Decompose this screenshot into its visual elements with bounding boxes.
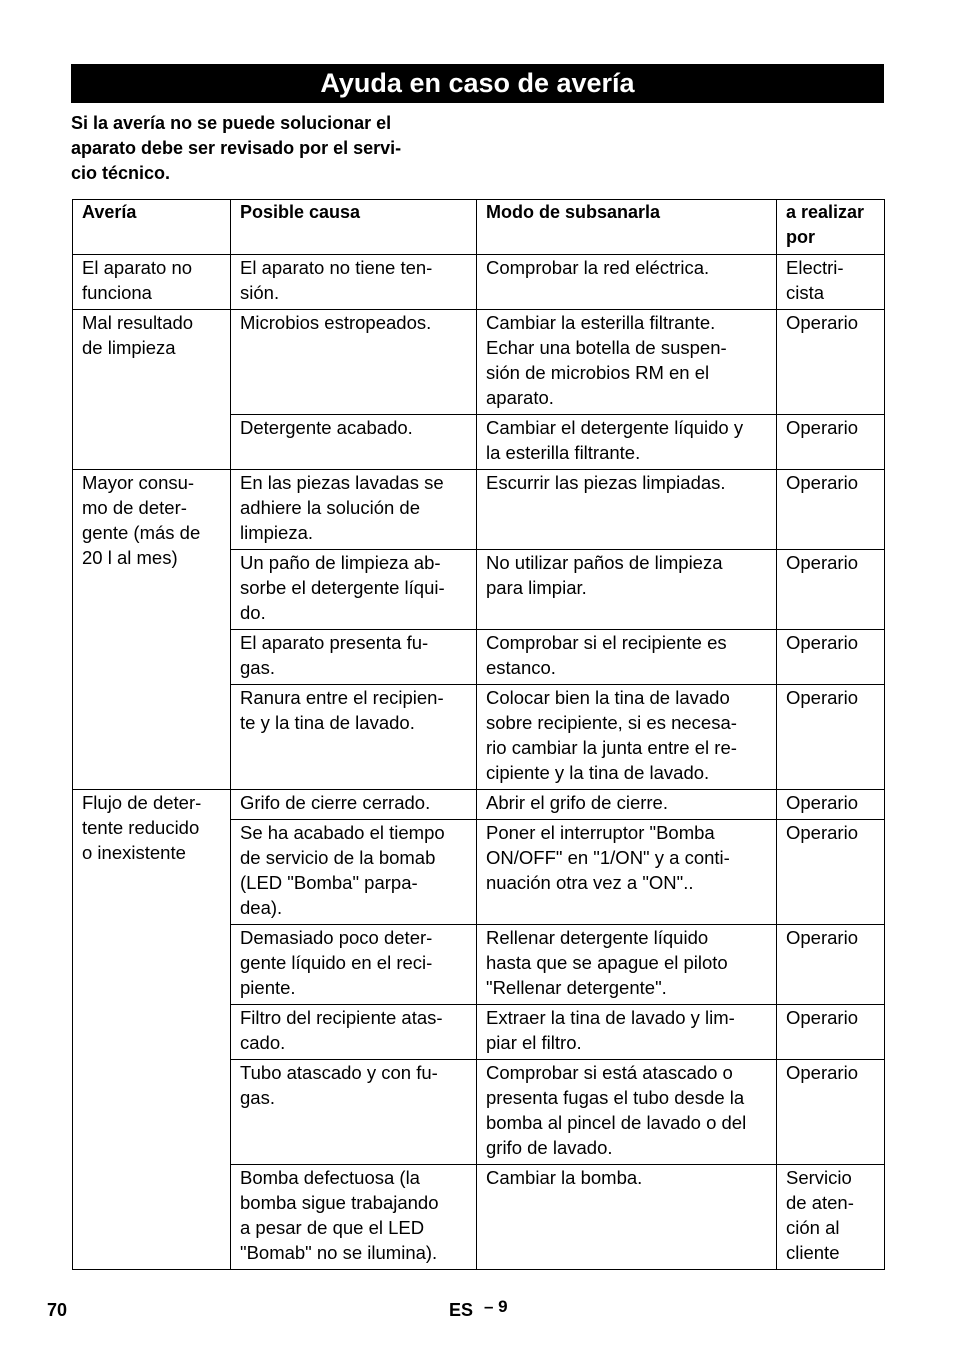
remedy-cell-line: bomba al pincel de lavado o del xyxy=(486,1112,747,1133)
remedy-cell-line: piar el filtro. xyxy=(486,1032,582,1053)
cause-cell xyxy=(231,685,477,790)
cause-cell xyxy=(231,470,477,550)
performed-by-cell-line: ción al xyxy=(786,1217,840,1238)
remedy-cell-line: aparato. xyxy=(486,387,554,408)
remedy-cell xyxy=(477,255,777,310)
fault-cell-line: o inexistente xyxy=(82,842,186,863)
remedy-cell-line: "Rellenar detergente". xyxy=(486,977,667,998)
cause-cell-line: En las piezas lavadas se xyxy=(240,472,444,493)
remedy-cell xyxy=(477,685,777,790)
cause-cell-line: cado. xyxy=(240,1032,286,1053)
remedy-cell-line: Escurrir las piezas limpiadas. xyxy=(486,472,726,493)
remedy-cell-line: nuación otra vez a "ON".. xyxy=(486,872,694,893)
performed-by-cell xyxy=(777,630,885,685)
cause-cell-line: gas. xyxy=(240,657,275,678)
remedy-cell-line: ON/OFF" en "1/ON" y a conti- xyxy=(486,847,730,868)
fault-cell xyxy=(73,470,231,790)
language-code: ES xyxy=(449,1300,474,1320)
remedy-cell xyxy=(477,470,777,550)
performed-by-cell-line: cliente xyxy=(786,1242,840,1263)
performed-by-cell xyxy=(777,1005,885,1060)
performed-by-cell xyxy=(777,685,885,790)
intro-note xyxy=(71,111,461,186)
fault-cell-line: tente reducido xyxy=(82,817,200,838)
remedy-cell-line: presenta fugas el tubo desde la xyxy=(486,1087,745,1108)
remedy-cell-line: Comprobar si está atascado o xyxy=(486,1062,733,1083)
cause-cell-line: sorbe el detergente líqui- xyxy=(240,577,445,598)
page-title: Ayuda en caso de avería xyxy=(320,68,635,98)
performed-by-cell xyxy=(777,790,885,820)
header-fault: Avería xyxy=(73,200,231,255)
performed-by-cell-line: de aten- xyxy=(786,1192,854,1213)
cause-cell-line: Tubo atascado y con fu- xyxy=(240,1062,438,1083)
remedy-cell-line: Cambiar el detergente líquido y xyxy=(486,417,744,438)
table-row xyxy=(73,470,885,550)
performed-by-cell-line: Operario xyxy=(786,927,858,948)
cause-cell xyxy=(231,790,477,820)
cause-cell-line: gente líquido en el reci- xyxy=(240,952,433,973)
cause-cell-line: Un paño de limpieza ab- xyxy=(240,552,441,573)
cause-cell-line: Grifo de cierre cerrado. xyxy=(240,792,431,813)
performed-by-cell xyxy=(777,820,885,925)
fault-cell-line: mo de deter- xyxy=(82,497,187,518)
remedy-cell-line: grifo de lavado. xyxy=(486,1137,613,1158)
remedy-cell-line: estanco. xyxy=(486,657,556,678)
cause-cell xyxy=(231,415,477,470)
cause-cell xyxy=(231,820,477,925)
remedy-cell-line: No utilizar paños de limpieza xyxy=(486,552,723,573)
performed-by-cell xyxy=(777,415,885,470)
remedy-cell-line: Rellenar detergente líquido xyxy=(486,927,709,948)
remedy-cell xyxy=(477,925,777,1005)
performed-by-cell-line: Operario xyxy=(786,472,858,493)
remedy-cell-line: rio cambiar la junta entre el re- xyxy=(486,737,737,758)
cause-cell xyxy=(231,1005,477,1060)
performed-by-cell-line: Operario xyxy=(786,822,858,843)
performed-by-cell xyxy=(777,1060,885,1165)
fault-cell xyxy=(73,790,231,1270)
performed-by-cell xyxy=(777,470,885,550)
remedy-cell-line: para limpiar. xyxy=(486,577,587,598)
header-cause: Posible causa xyxy=(231,200,477,255)
cause-cell-line: Filtro del recipiente atas- xyxy=(240,1007,443,1028)
table-row xyxy=(73,790,885,820)
fault-cell-line: El aparato no xyxy=(82,257,193,278)
cause-cell-line: El aparato no tiene ten- xyxy=(240,257,433,278)
performed-by-cell-line: Operario xyxy=(786,417,858,438)
performed-by-cell-line: Operario xyxy=(786,312,858,333)
header-performed-by: a realizar por xyxy=(777,200,885,255)
cause-cell xyxy=(231,925,477,1005)
cause-cell-line: (LED "Bomba" parpa- xyxy=(240,872,418,893)
table-body xyxy=(73,255,885,1270)
performed-by-cell xyxy=(777,925,885,1005)
fault-cell-line: gente (más de xyxy=(82,522,201,543)
cause-cell xyxy=(231,630,477,685)
performed-by-cell xyxy=(777,255,885,310)
fault-cell xyxy=(73,255,231,310)
cause-cell xyxy=(231,255,477,310)
performed-by-cell-line: Operario xyxy=(786,1007,858,1028)
cause-cell-line: te y la tina de lavado. xyxy=(240,712,415,733)
remedy-cell xyxy=(477,310,777,415)
cause-cell xyxy=(231,310,477,415)
fault-cell-line: 20 l al mes) xyxy=(82,547,178,568)
cause-cell-line: adhiere la solución de xyxy=(240,497,420,518)
remedy-cell xyxy=(477,1165,777,1270)
table-row xyxy=(73,255,885,310)
performed-by-cell-line: Operario xyxy=(786,632,858,653)
cause-cell-line: El aparato presenta fu- xyxy=(240,632,429,653)
remedy-cell-line: Cambiar la esterilla filtrante. xyxy=(486,312,716,333)
performed-by-cell-line: Operario xyxy=(786,1062,858,1083)
cause-cell-line: de servicio de la bomab xyxy=(240,847,436,868)
remedy-cell-line: Comprobar si el recipiente es xyxy=(486,632,727,653)
cause-cell xyxy=(231,550,477,630)
cause-cell-line: a pesar de que el LED xyxy=(240,1217,425,1238)
cause-cell-line: piente. xyxy=(240,977,296,998)
intro-line: aparato debe ser revisado por el servi- xyxy=(71,138,402,158)
fault-cell xyxy=(73,310,231,470)
cause-cell-line: Bomba defectuosa (la xyxy=(240,1167,420,1188)
remedy-cell xyxy=(477,1005,777,1060)
performed-by-cell-line: Operario xyxy=(786,792,858,813)
performed-by-cell xyxy=(777,310,885,415)
remedy-cell-line: Colocar bien la tina de lavado xyxy=(486,687,730,708)
performed-by-cell-line: Servicio xyxy=(786,1167,852,1188)
remedy-cell-line: sión de microbios RM en el xyxy=(486,362,710,383)
page-number: 70 xyxy=(47,1300,68,1320)
cause-cell-line: limpieza. xyxy=(240,522,313,543)
fault-cell-line: Mayor consu- xyxy=(82,472,195,493)
performed-by-cell-line: Operario xyxy=(786,687,858,708)
performed-by-cell xyxy=(777,1165,885,1270)
page-title-bar xyxy=(71,64,884,103)
remedy-cell xyxy=(477,550,777,630)
remedy-cell-line: Echar una botella de suspen- xyxy=(486,337,727,358)
performed-by-cell xyxy=(777,550,885,630)
remedy-cell xyxy=(477,790,777,820)
cause-cell-line: Demasiado poco deter- xyxy=(240,927,433,948)
cause-cell-line: gas. xyxy=(240,1087,275,1108)
remedy-cell xyxy=(477,820,777,925)
remedy-cell-line: hasta que se apague el piloto xyxy=(486,952,728,973)
remedy-cell-line: sobre recipiente, si es necesa- xyxy=(486,712,737,733)
section-page: – 9 xyxy=(484,1297,508,1316)
remedy-cell-line: cipiente y la tina de lavado. xyxy=(486,762,710,783)
cause-cell-line: "Bomab" no se ilumina). xyxy=(240,1242,438,1263)
cause-cell xyxy=(231,1060,477,1165)
remedy-cell-line: Cambiar la bomba. xyxy=(486,1167,643,1188)
cause-cell-line: Microbios estropeados. xyxy=(240,312,432,333)
performed-by-cell-line: Electri- xyxy=(786,257,844,278)
cause-cell-line: do. xyxy=(240,602,266,623)
fault-cell-line: Mal resultado xyxy=(82,312,194,333)
fault-cell-line: de limpieza xyxy=(82,337,176,358)
cause-cell-line: Se ha acabado el tiempo xyxy=(240,822,445,843)
cause-cell-line: bomba sigue trabajando xyxy=(240,1192,439,1213)
remedy-cell-line: Extraer la tina de lavado y lim- xyxy=(486,1007,735,1028)
performed-by-cell-line: cista xyxy=(786,282,825,303)
table-header-row xyxy=(73,200,885,255)
cause-cell xyxy=(231,1165,477,1270)
header-remedy: Modo de subsanarla xyxy=(477,200,777,255)
remedy-cell xyxy=(477,630,777,685)
remedy-cell xyxy=(477,1060,777,1165)
fault-cell-line: funciona xyxy=(82,282,152,303)
cause-cell-line: dea). xyxy=(240,897,283,918)
table-row xyxy=(73,310,885,415)
troubleshooting-table xyxy=(72,199,885,1270)
remedy-cell-line: Abrir el grifo de cierre. xyxy=(486,792,668,813)
intro-line: Si la avería no se puede solucionar el xyxy=(71,113,392,133)
intro-line: cio técnico. xyxy=(71,163,171,183)
remedy-cell xyxy=(477,415,777,470)
cause-cell-line: sión. xyxy=(240,282,280,303)
remedy-cell-line: Poner el interruptor "Bomba xyxy=(486,822,715,843)
performed-by-cell-line: Operario xyxy=(786,552,858,573)
cause-cell-line: Ranura entre el recipien- xyxy=(240,687,444,708)
fault-cell-line: Flujo de deter- xyxy=(82,792,202,813)
remedy-cell-line: Comprobar la red eléctrica. xyxy=(486,257,710,278)
cause-cell-line: Detergente acabado. xyxy=(240,417,413,438)
remedy-cell-line: la esterilla filtrante. xyxy=(486,442,641,463)
